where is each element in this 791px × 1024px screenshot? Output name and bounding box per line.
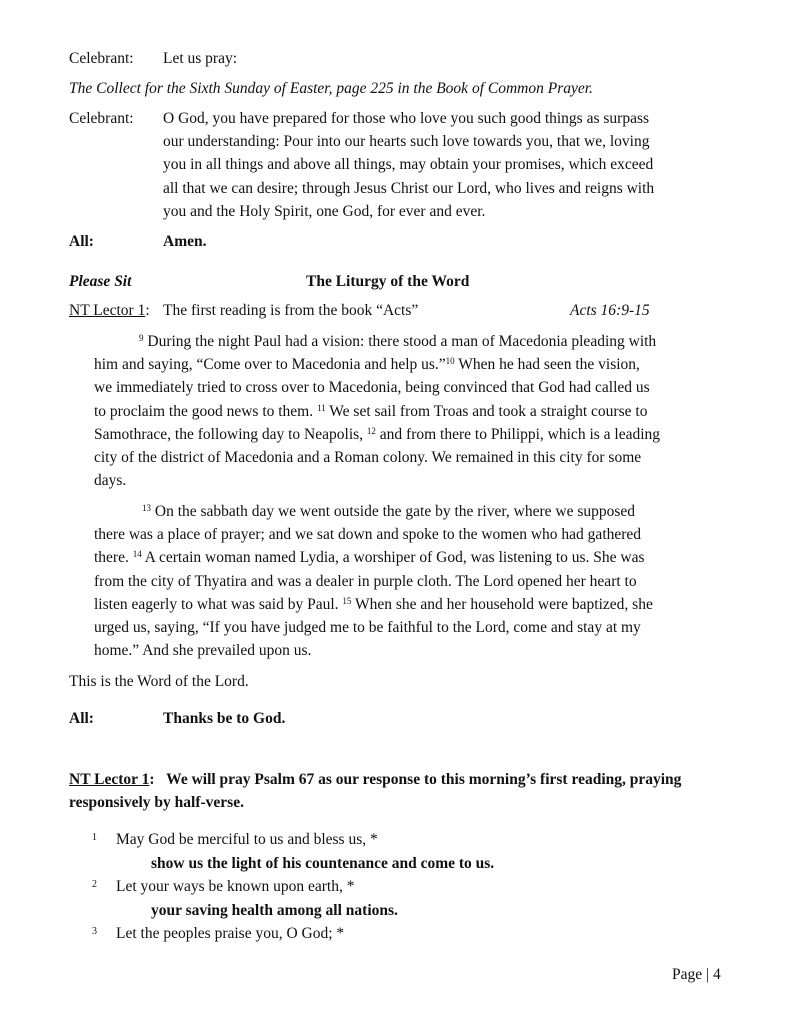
collect-line: you and the Holy Spirit, one God, for ever and ever. [163, 202, 486, 220]
verse-number: 15 [342, 595, 352, 606]
page-number: 4 [713, 966, 721, 983]
collect-text [163, 107, 654, 223]
reading-text: A certain woman named Lydia, a worshiper of God, was listening to us. She was [141, 549, 645, 567]
collect-line: you in all things and above all things, may obtain your promises, which exceed [163, 156, 654, 174]
reading-text: When he had seen the vision, [454, 356, 640, 374]
verse-second-half: show us the light of his countenance and come to us. [151, 855, 495, 872]
collect-line: all that we can desire; through Jesus Christ our Lord, who lives and reigns with [163, 179, 655, 197]
page-separator: | [706, 966, 710, 983]
reading-line [94, 353, 660, 376]
reading-text: home.” And she prevailed upon us. [94, 642, 312, 660]
collect-line: our understanding: Pour into our hearts such love towards you, that we, loving [163, 133, 650, 151]
verse-number: 14 [132, 549, 142, 560]
page-label: Page [672, 966, 703, 983]
psalm-intro [69, 768, 681, 814]
verse-number: 1 [92, 832, 97, 843]
reading-text: him and saying, “Come over to Macedonia and help us.” [94, 356, 446, 374]
collect-line: O God, you have prepared for those who love you such good things as surpass [163, 110, 650, 127]
lector-colon: : [145, 302, 150, 319]
lector-role [69, 299, 150, 322]
verse-number: 11 [317, 402, 326, 413]
reading-text: days. [94, 472, 127, 490]
reading-text: to proclaim the good news to them. [94, 402, 317, 420]
let-us-pray: Let us pray: [163, 50, 238, 67]
reading-text: there. [94, 549, 133, 567]
reading-paragraph-1 [94, 330, 660, 492]
reading-line [94, 523, 653, 546]
reading-citation: Acts 16:9-15 [570, 302, 650, 319]
reading-text: On the sabbath day we went outside the gate by the river, where we supposed [151, 503, 636, 520]
verse-first-half: Let the peoples praise you, O God; * [116, 925, 345, 942]
reading-text: When she and her household were baptized, she [351, 595, 653, 613]
verse-number: 13 [142, 503, 151, 513]
reading-line [94, 500, 653, 523]
reading-line [94, 330, 660, 353]
verse-first-half: May God be merciful to us and bless us, * [116, 831, 378, 848]
psalm-lector-colon: : [149, 771, 155, 788]
amen-response: Amen. [163, 233, 207, 250]
speaker-all-2: All: [69, 710, 94, 727]
verse-second-half: your saving health among all nations. [151, 902, 398, 919]
reading-text: city of the district of Macedonia and a Roman colony. We remained in this city for some [94, 449, 642, 467]
psalm-intro-line-1 [69, 768, 681, 791]
collect-note: The Collect for the Sixth Sunday of Easter, page 225 in the Book of Common Prayer. [69, 80, 593, 97]
reading-text: and from there to Philippi, which is a leading [375, 425, 661, 443]
verse-number: 10 [445, 356, 455, 367]
speaker-celebrant: Celebrant: [69, 50, 134, 67]
word-of-the-lord: This is the Word of the Lord. [69, 673, 249, 690]
speaker-celebrant-2: Celebrant: [69, 110, 134, 127]
verse-number: 3 [92, 926, 97, 937]
reading-line [94, 639, 653, 662]
reading-text: Samothrace, the following day to Neapolis, [94, 425, 367, 443]
reading-line [94, 570, 653, 593]
reading-paragraph-2 [94, 500, 653, 662]
reading-line [94, 376, 660, 399]
reading-text: there was a place of prayer; and we sat down and spoke to the women who had gathered [94, 526, 642, 544]
reading-text: During the night Paul had a vision: there stood a man of Macedonia pleading with [143, 333, 657, 350]
reading-text: urged us, saying, “If you have judged me to be faithful to the Lord, come and stay at my [94, 619, 641, 637]
verse-number: 9 [139, 333, 144, 343]
reading-text: listen eagerly to what was said by Paul. [94, 595, 343, 613]
reading-line [94, 616, 653, 639]
psalm-intro-text: We will pray Psalm 67 as our response to this morning’s first reading, praying [166, 771, 682, 788]
section-heading: The Liturgy of the Word [306, 273, 470, 290]
reading-intro: The first reading is from the book “Acts” [163, 302, 419, 319]
thanks-response: Thanks be to God. [163, 710, 286, 727]
reading-line [94, 423, 660, 446]
verse-number: 2 [92, 879, 97, 890]
please-sit-rubric: Please Sit [69, 273, 132, 290]
psalm-intro-line-2: responsively by half-verse. [69, 794, 244, 812]
reading-text: We set sail from Troas and took a straight course to [325, 402, 648, 420]
verse-first-half: Let your ways be known upon earth, * [116, 878, 355, 895]
speaker-all: All: [69, 233, 94, 250]
reading-text: from the city of Thyatira and was a dealer in purple cloth. The Lord opened her heart to [94, 572, 637, 590]
psalm-lector-label: NT Lector 1 [69, 771, 150, 788]
reading-line [94, 546, 653, 569]
reading-line [94, 593, 653, 616]
page-footer [672, 963, 721, 986]
reading-text: we immediately tried to cross over to Macedonia, being convinced that God had called us [94, 379, 650, 397]
reading-line [94, 400, 660, 423]
verse-number: 12 [366, 425, 376, 436]
lector-label: NT Lector 1 [69, 302, 146, 319]
reading-line [94, 446, 660, 469]
reading-line [94, 469, 660, 492]
